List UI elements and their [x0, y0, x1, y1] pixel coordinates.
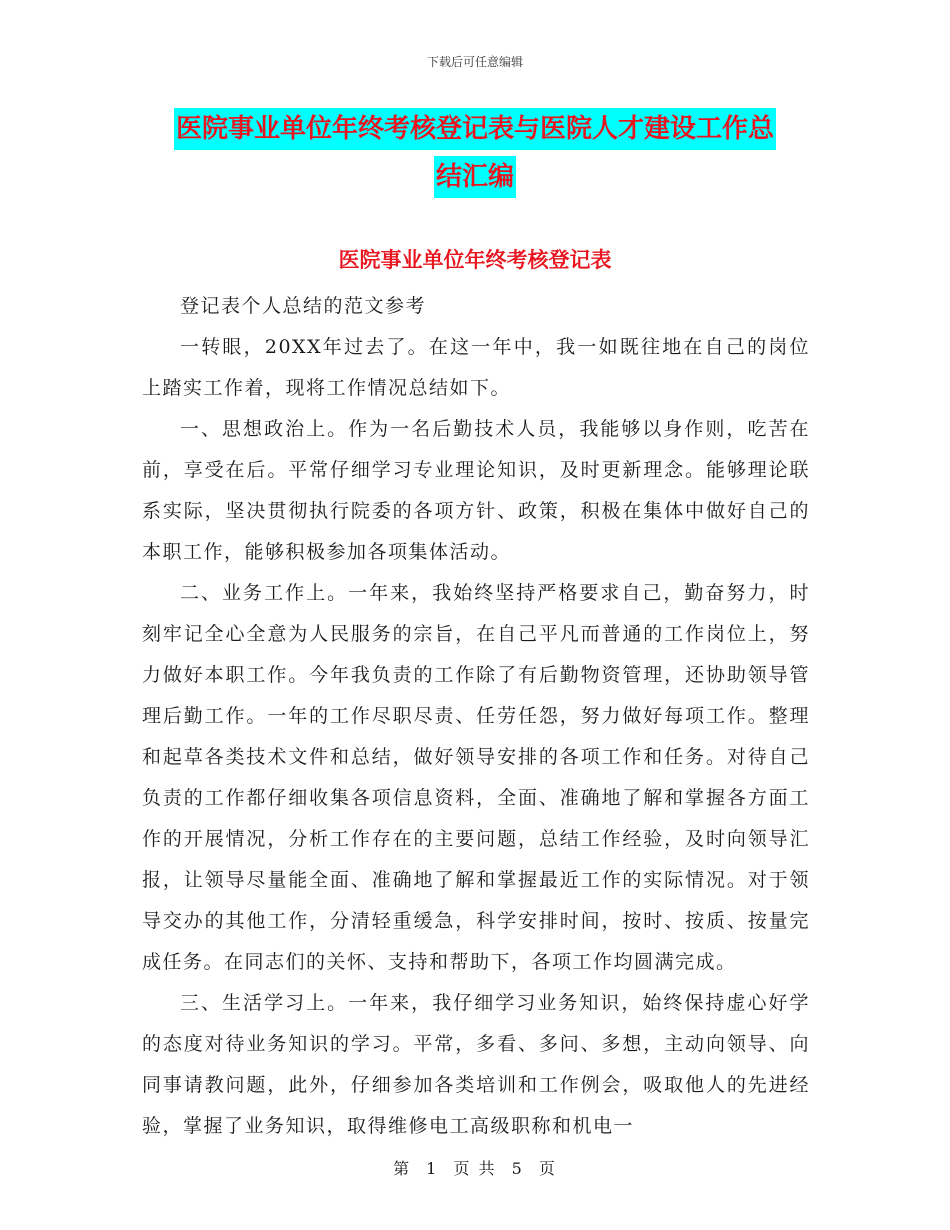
footer-current-page: 1 — [426, 1159, 439, 1178]
title-line-2: 结汇编 — [434, 156, 516, 198]
footer-total-pages: 5 — [511, 1159, 524, 1178]
page-footer — [0, 1156, 950, 1179]
body-text — [142, 286, 810, 1147]
section-heading: 医院事业单位年终考核登记表 — [338, 248, 612, 272]
document-title — [140, 108, 810, 204]
paragraph-intro: 登记表个人总结的范文参考 — [180, 295, 427, 317]
paragraph-study: 三、生活学习上。一年来，我仔细学习业务知识，始终保持虚心好学的态度对待业务知识的学习。平常，多看、多问、多想，主动向领导、向同事请教问题，此外，仔细参加各类培训和工作例会，吸取他人的先进经验，掌握了业务知识，取得维修电工高级职称和机电一 — [142, 992, 810, 1137]
header-note: 下载后可任意编辑 — [426, 55, 523, 69]
footer-suffix: 页 — [538, 1159, 557, 1178]
paragraph-opening: 一转眼，20XX年过去了。在这一年中，我一如既往地在自己的岗位上踏实工作着，现将工作情况总结如下。 — [142, 336, 810, 399]
footer-prefix: 第 — [393, 1159, 412, 1178]
footer-middle: 页 共 — [453, 1159, 497, 1178]
paragraph-political: 一、思想政治上。作为一名后勤技术人员，我能够以身作则，吃苦在前，享受在后。平常仔细学习专业理论知识，及时更新理念。能够理论联系实际，坚决贯彻执行院委的各项方针、政策，积极在集体中做好自己的本职工作，能够积极参加各项集体活动。 — [142, 418, 810, 563]
title-line-1: 医院事业单位年终考核登记表与医院人才建设工作总 — [174, 108, 776, 150]
paragraph-work: 二、业务工作上。一年来，我始终坚持严格要求自己，勤奋努力，时刻牢记全心全意为人民服务的宗旨，在自己平凡而普通的工作岗位上，努力做好本职工作。今年我负责的工作除了有后勤物资管理，还协助领导管理后勤工作。一年的工作尽职尽责、任劳任怨，努力做好每项工作。整理和起草各类技术文件和总结，做好领导安排的各项工作和任务。对待自己负责的工作都仔细收集各项信息资料，全面、准确地了解和掌握各方面工作的开展情况，分析工作存在的主要问题，总结工作经验，及时向领导汇报，让领导尽量能全面、准确地了解和掌握最近工作的实际情况。对于领导交办的其他工作，分清轻重缓急，科学安排时间，按时、按质、按量完成任务。在同志们的关怀、支持和帮助下，各项工作均圆满完成。 — [142, 582, 810, 973]
